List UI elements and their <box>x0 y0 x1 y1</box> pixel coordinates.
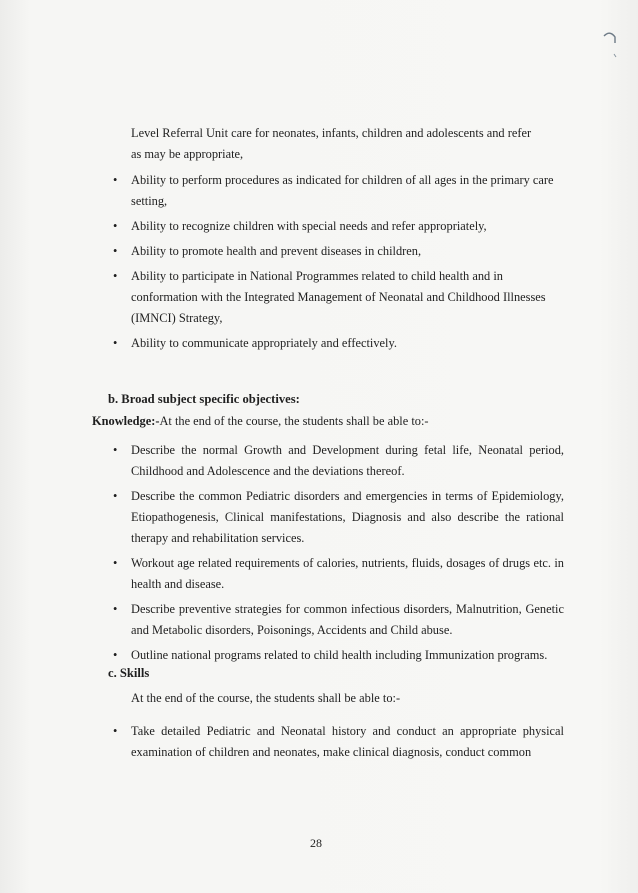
list-item: • Ability to participate in National Programmes related to child health and in conformation with the Integrated Management of Neonatal and Childhood Illnesses (IMNCI) Strategy, <box>112 266 567 329</box>
page-number: 28 <box>310 836 322 850</box>
continuation-text <box>131 123 561 165</box>
scan-mark <box>600 28 620 68</box>
bullet-icon: • <box>113 602 118 616</box>
list-item: • Describe preventive strategies for common infectious disorders, Malnutrition, Genetic and Metabolic disorders, Poisonings, Accidents and Child abuse. <box>112 599 564 641</box>
section-b-heading: b. Broad subject specific objectives: <box>108 392 300 406</box>
bullet-icon: • <box>113 173 118 187</box>
continuation-line: Level Referral Unit care for neonates, infants, children and adolescents and refer <box>131 126 532 140</box>
bullet-icon: • <box>113 648 118 662</box>
continuation-line: as may be appropriate, <box>131 147 244 161</box>
bullet-icon: • <box>113 244 118 258</box>
list-item: • Take detailed Pediatric and Neonatal history and conduct an appropriate physical examination of children and neonates, make clinical diagnosis, conduct common <box>112 721 564 763</box>
list-item: • Ability to promote health and prevent diseases in children, <box>112 241 567 262</box>
knowledge-list <box>112 440 564 670</box>
list-item: • Workout age related requirements of calories, nutrients, fluids, dosages of drugs etc. in health and disease. <box>112 553 564 595</box>
bullet-icon: • <box>113 336 118 350</box>
section-c-heading: c. Skills <box>108 666 150 680</box>
list-item: • Describe the common Pediatric disorders and emergencies in terms of Epidemiology, Etiopathogenesis, Clinical manifestations, Diagnosis and also describe the rational therapy and rehabilitation services. <box>112 486 564 549</box>
skills-intro: At the end of the course, the students shall be able to:- <box>131 691 401 705</box>
skills-list <box>112 721 564 763</box>
knowledge-intro <box>92 411 429 432</box>
knowledge-text: At the end of the course, the students shall be able to:- <box>159 414 429 428</box>
knowledge-label: Knowledge:- <box>92 414 160 428</box>
list-item: • Ability to recognize children with special needs and refer appropriately, <box>112 216 567 237</box>
list-item: • Describe the normal Growth and Development during fetal life, Neonatal period, Childhood and Adolescence and the deviations thereof. <box>112 440 564 482</box>
bullet-icon: • <box>113 724 118 738</box>
bullet-icon: • <box>113 269 118 283</box>
list-item: • Ability to communicate appropriately and effectively. <box>112 333 567 354</box>
bullet-icon: • <box>113 443 118 457</box>
bullet-icon: • <box>113 219 118 233</box>
abilities-list <box>112 170 567 358</box>
list-item: • Outline national programs related to child health including Immunization programs. <box>112 645 564 666</box>
list-item: • Ability to perform procedures as indicated for children of all ages in the primary care setting, <box>112 170 567 212</box>
bullet-icon: • <box>113 489 118 503</box>
bullet-icon: • <box>113 556 118 570</box>
